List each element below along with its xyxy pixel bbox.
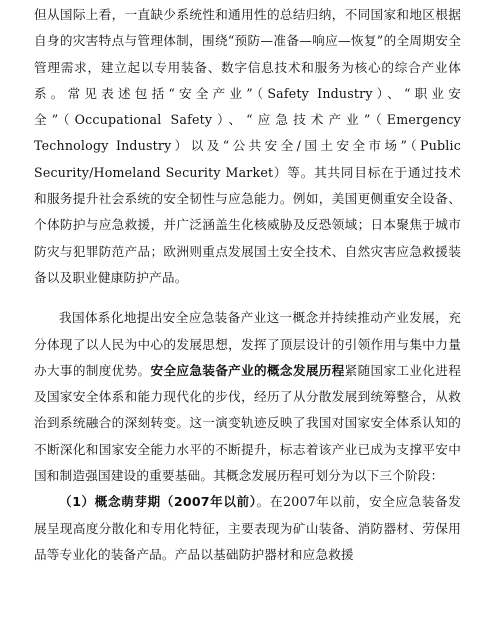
paragraph-china-development (34, 305, 461, 489)
paragraph-text: 。在2007年以前，安全应急装备发展呈现高度分散化和专用化特征，主要表现为矿山装备、消防器材、劳保用品等专业化的装备产品。产品以基础防护器材和应急救援 (34, 494, 462, 562)
paragraph-international-overview: 但从国际上看，一直缺少系统性和通用性的总结归纳，不同国家和地区根据自身的灾害特点与管理体制，围绕“预防—准备—响应—恢复”的全周期安全管理需求，建立起以专用装备、数字信息技术和服务为核心的综合产业体系。常见表述包括“安全产业”（Safety Industry）、“职业安全”（Occupational Safety）、“应急技术产业”（Emergency Technology Industry）以及“公共安全/国土安全市场”（Public Security/Homeland Security Market）等。其共同目标在于通过技术和服务提升社会系统的安全韧性与应急能力。例如，美国更侧重安全设备、个体防护与应急救援，并广泛涵盖生化核威胁及反恐领域；日本聚焦于城市防灾与犯罪防范产品；欧洲则重点发展国土安全技术、自然灾害应急救援装备以及职业健康防护产品。 (34, 7, 461, 285)
stage-heading: （1）概念萌芽期（2007年以前） (59, 494, 257, 510)
document-page (34, 2, 461, 568)
paragraph-stage-one (34, 489, 461, 568)
paragraph-text: 紧随国家工业化进程及国家安全体系和能力现代化的步伐，经历了从分散发展到统筹整合，从救治到系统融合的深刻转变。这一演变轨迹反映了我国对国家安全体系认知的不断深化和国家安全能力水平的不断提升，标志着该产业已成为支撑平安中国和制造强国建设的重要基础。其概念发展历程可划分为以下三个阶段： (34, 362, 461, 484)
bold-heading-text: 安全应急装备产业的概念发展历程 (150, 362, 345, 378)
paragraph-text: 我国体系化地提出安全应急装备产业这一概念并持续推动产业发展，充分体现了以人民为中心的发展思想，发挥了顶层设计的引领作用与集中力量办大事的制度优势。 (34, 310, 461, 378)
paragraph-gap (34, 291, 461, 305)
